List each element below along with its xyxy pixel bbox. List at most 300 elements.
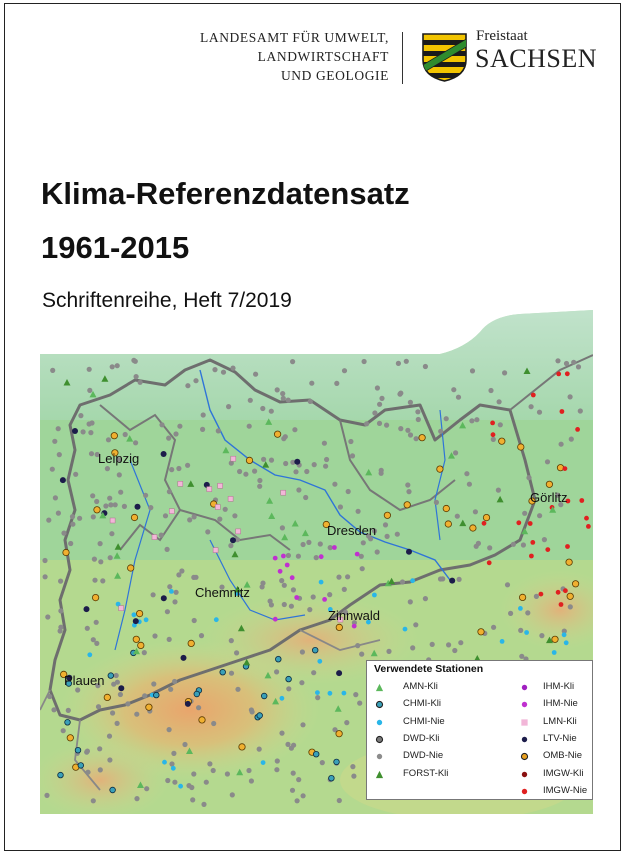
station-dot bbox=[106, 437, 111, 442]
station-dot bbox=[168, 687, 173, 692]
station-marker bbox=[58, 772, 64, 778]
station-marker bbox=[188, 640, 194, 646]
station-dot bbox=[212, 367, 217, 372]
station-dot bbox=[165, 778, 170, 783]
station-dot bbox=[87, 421, 92, 426]
station-dot bbox=[408, 599, 413, 604]
station-dot bbox=[98, 541, 103, 546]
station-marker bbox=[110, 787, 116, 793]
station-dot bbox=[151, 592, 156, 597]
station-dot bbox=[169, 467, 174, 472]
agency-line-3: UND GEOLOGIE bbox=[280, 68, 389, 83]
station-dot bbox=[134, 374, 139, 379]
station-dot bbox=[191, 575, 196, 580]
document-subtitle: Schriftenreihe, Heft 7/2019 bbox=[42, 289, 292, 312]
station-marker bbox=[443, 505, 449, 511]
station-dot bbox=[295, 798, 300, 803]
station-dot bbox=[115, 721, 120, 726]
station-dot bbox=[438, 429, 443, 434]
legend-label: AMN-Kli bbox=[403, 681, 438, 692]
station-marker bbox=[131, 514, 137, 520]
legend-label: IHM-Kli bbox=[543, 681, 575, 692]
legend-symbol-icon bbox=[520, 787, 529, 796]
station-dot bbox=[291, 771, 296, 776]
station-marker bbox=[579, 498, 584, 503]
station-marker bbox=[552, 636, 558, 642]
station-dot bbox=[257, 478, 262, 483]
station-dot bbox=[103, 503, 108, 508]
station-dot bbox=[296, 487, 301, 492]
station-dot bbox=[306, 540, 311, 545]
station-dot bbox=[171, 751, 176, 756]
station-dot bbox=[226, 404, 231, 409]
map-legend bbox=[366, 660, 593, 800]
station-dot bbox=[385, 534, 390, 539]
station-marker bbox=[239, 744, 245, 750]
station-dot bbox=[199, 633, 204, 638]
station-dot bbox=[444, 416, 449, 421]
station-dot bbox=[377, 421, 382, 426]
station-marker bbox=[154, 692, 160, 698]
station-dot bbox=[75, 687, 80, 692]
station-dot bbox=[453, 450, 458, 455]
legend-label: DWD-Nie bbox=[403, 750, 444, 762]
station-marker bbox=[482, 521, 487, 526]
station-dot bbox=[537, 513, 542, 518]
station-dot bbox=[50, 368, 55, 373]
station-marker bbox=[584, 516, 589, 521]
station-dot bbox=[192, 514, 197, 519]
station-marker bbox=[135, 504, 141, 510]
station-dot bbox=[235, 687, 240, 692]
station-dot bbox=[487, 545, 492, 550]
station-dot bbox=[282, 583, 287, 588]
station-dot bbox=[123, 432, 128, 437]
station-dot bbox=[309, 381, 314, 386]
station-marker bbox=[560, 409, 565, 414]
station-dot bbox=[66, 708, 71, 713]
station-marker bbox=[294, 459, 300, 465]
station-dot bbox=[56, 511, 61, 516]
station-dot bbox=[348, 439, 353, 444]
station-dot bbox=[253, 372, 258, 377]
station-marker bbox=[133, 636, 139, 642]
station-marker bbox=[487, 560, 492, 565]
station-dot bbox=[243, 472, 248, 477]
station-marker bbox=[355, 552, 360, 557]
station-marker bbox=[559, 602, 564, 607]
city-goerlitz: Görlitz bbox=[530, 490, 568, 505]
station-dot bbox=[260, 581, 265, 586]
station-dot bbox=[353, 692, 358, 697]
station-dot bbox=[115, 680, 120, 685]
station-dot bbox=[216, 428, 221, 433]
station-dot bbox=[125, 701, 130, 706]
station-marker bbox=[273, 617, 278, 622]
station-dot bbox=[77, 516, 82, 521]
station-dot bbox=[232, 513, 237, 518]
station-marker bbox=[161, 595, 167, 601]
station-dot bbox=[201, 802, 206, 807]
station-dot bbox=[56, 426, 61, 431]
station-square bbox=[231, 456, 236, 461]
station-dot bbox=[498, 422, 503, 427]
station-dot bbox=[144, 786, 149, 791]
station-dot bbox=[413, 622, 418, 627]
station-dot bbox=[383, 522, 388, 527]
station-dot bbox=[406, 489, 411, 494]
station-dot bbox=[336, 575, 341, 580]
station-dot bbox=[269, 409, 274, 414]
station-square bbox=[110, 518, 115, 523]
station-marker bbox=[118, 685, 124, 691]
legend-symbol-icon bbox=[375, 718, 384, 727]
city-zinnwald: Zinnwald bbox=[328, 608, 381, 623]
station-dot bbox=[301, 793, 306, 798]
station-dot bbox=[152, 633, 157, 638]
station-dot bbox=[571, 360, 576, 365]
station-dot bbox=[105, 466, 110, 471]
station-square bbox=[228, 496, 233, 501]
station-dot bbox=[252, 469, 257, 474]
station-marker bbox=[328, 691, 333, 696]
station-dot bbox=[327, 592, 332, 597]
station-dot bbox=[534, 594, 539, 599]
station-dot bbox=[257, 747, 262, 752]
station-dot bbox=[87, 367, 92, 372]
station-dot bbox=[542, 537, 547, 542]
station-marker bbox=[478, 629, 484, 635]
station-dot bbox=[342, 368, 347, 373]
station-dot bbox=[228, 543, 233, 548]
station-dot bbox=[311, 670, 316, 675]
station-dot bbox=[193, 378, 198, 383]
station-marker bbox=[552, 650, 557, 655]
station-dot bbox=[257, 484, 262, 489]
station-dot bbox=[414, 436, 419, 441]
station-dot bbox=[324, 457, 329, 462]
station-dot bbox=[182, 742, 187, 747]
station-dot bbox=[138, 380, 143, 385]
station-dot bbox=[90, 493, 95, 498]
station-dot bbox=[296, 554, 301, 559]
station-dot bbox=[304, 469, 309, 474]
station-dot bbox=[275, 387, 280, 392]
station-dot bbox=[410, 645, 415, 650]
station-dot bbox=[96, 704, 101, 709]
station-dot bbox=[400, 579, 405, 584]
station-dot bbox=[204, 780, 209, 785]
station-dot bbox=[569, 437, 574, 442]
station-dot bbox=[451, 387, 456, 392]
station-marker bbox=[278, 569, 283, 574]
station-marker bbox=[332, 545, 337, 550]
station-dot bbox=[525, 610, 530, 615]
station-dot bbox=[176, 466, 181, 471]
station-dot bbox=[464, 471, 469, 476]
station-marker bbox=[63, 549, 69, 555]
station-marker bbox=[336, 731, 342, 737]
station-dot bbox=[491, 625, 496, 630]
station-dot bbox=[474, 544, 479, 549]
station-marker bbox=[528, 521, 533, 526]
station-dot bbox=[58, 579, 63, 584]
station-marker bbox=[322, 597, 327, 602]
station-marker bbox=[419, 435, 425, 441]
station-dot bbox=[88, 430, 93, 435]
station-marker bbox=[562, 632, 567, 637]
station-dot bbox=[320, 760, 325, 765]
station-dot bbox=[346, 489, 351, 494]
legend-label: LMN-Kli bbox=[543, 715, 577, 727]
station-dot bbox=[323, 464, 328, 469]
station-dot bbox=[173, 431, 178, 436]
station-dot bbox=[207, 761, 212, 766]
station-dot bbox=[488, 388, 493, 393]
station-dot bbox=[337, 798, 342, 803]
station-dot bbox=[53, 495, 58, 500]
station-marker bbox=[410, 578, 415, 583]
station-marker bbox=[60, 477, 66, 483]
station-dot bbox=[456, 395, 461, 400]
document-years: 1961-2015 bbox=[41, 230, 190, 265]
legend-symbol-icon bbox=[375, 735, 384, 744]
station-marker bbox=[500, 639, 505, 644]
station-dot bbox=[345, 574, 350, 579]
station-dot bbox=[430, 642, 435, 647]
station-dot bbox=[497, 399, 502, 404]
station-dot bbox=[191, 771, 196, 776]
station-dot bbox=[292, 427, 297, 432]
station-dot bbox=[508, 611, 513, 616]
station-dot bbox=[122, 504, 127, 509]
station-marker bbox=[490, 421, 495, 426]
station-marker bbox=[530, 540, 535, 545]
station-dot bbox=[555, 358, 560, 363]
station-dot bbox=[505, 582, 510, 587]
station-dot bbox=[293, 469, 298, 474]
station-dot bbox=[143, 493, 148, 498]
station-dot bbox=[190, 797, 195, 802]
station-marker bbox=[499, 438, 505, 444]
station-dot bbox=[185, 463, 190, 468]
station-dot bbox=[518, 628, 523, 633]
station-dot bbox=[118, 692, 123, 697]
legend-symbol-icon bbox=[520, 752, 529, 761]
station-dot bbox=[211, 721, 216, 726]
station-dot bbox=[315, 695, 320, 700]
station-dot bbox=[159, 422, 164, 427]
station-dot bbox=[545, 459, 550, 464]
station-marker bbox=[519, 594, 525, 600]
station-dot bbox=[351, 774, 356, 779]
station-dot bbox=[61, 531, 66, 536]
station-dot bbox=[473, 509, 478, 514]
station-dot bbox=[167, 584, 172, 589]
station-marker bbox=[146, 704, 152, 710]
station-marker bbox=[566, 559, 572, 565]
station-dot bbox=[246, 768, 251, 773]
station-marker bbox=[384, 512, 390, 518]
station-dot bbox=[172, 780, 177, 785]
station-dot bbox=[201, 412, 206, 417]
station-dot bbox=[375, 385, 380, 390]
station-dot bbox=[281, 396, 286, 401]
station-marker bbox=[556, 590, 561, 595]
station-dot bbox=[221, 370, 226, 375]
station-dot bbox=[360, 566, 365, 571]
station-dot bbox=[92, 557, 97, 562]
station-dot bbox=[434, 500, 439, 505]
station-dot bbox=[192, 618, 197, 623]
legend-symbol-icon bbox=[375, 770, 384, 779]
legend-symbol-icon bbox=[375, 700, 384, 709]
station-marker bbox=[230, 537, 236, 543]
station-dot bbox=[452, 648, 457, 653]
station-dot bbox=[89, 451, 94, 456]
station-dot bbox=[211, 768, 216, 773]
legend-symbol-icon bbox=[520, 683, 529, 692]
station-marker bbox=[319, 554, 324, 559]
station-dot bbox=[234, 650, 239, 655]
station-dot bbox=[115, 363, 120, 368]
station-dot bbox=[308, 399, 313, 404]
station-marker bbox=[565, 371, 570, 376]
legend-label: DWD-Kli bbox=[403, 732, 440, 744]
station-dot bbox=[275, 758, 280, 763]
station-marker bbox=[65, 720, 71, 726]
station-dot bbox=[51, 707, 56, 712]
station-dot bbox=[334, 381, 339, 386]
station-dot bbox=[568, 604, 573, 609]
station-dot bbox=[261, 457, 266, 462]
station-dot bbox=[578, 408, 583, 413]
station-dot bbox=[165, 609, 170, 614]
station-dot bbox=[398, 426, 403, 431]
station-marker bbox=[261, 760, 266, 765]
station-dot bbox=[133, 359, 138, 364]
station-marker bbox=[313, 751, 319, 757]
station-dot bbox=[537, 410, 542, 415]
station-dot bbox=[91, 637, 96, 642]
station-dot bbox=[470, 368, 475, 373]
station-dot bbox=[384, 423, 389, 428]
document-title: Klima-Referenzdatensatz bbox=[41, 176, 410, 211]
station-marker bbox=[531, 393, 536, 398]
station-dot bbox=[172, 679, 177, 684]
station-dot bbox=[300, 722, 305, 727]
station-dot bbox=[73, 472, 78, 477]
station-dot bbox=[196, 705, 201, 710]
legend-label: CHMI-Nie bbox=[403, 715, 445, 727]
station-dot bbox=[43, 574, 48, 579]
station-dot bbox=[268, 599, 273, 604]
station-marker bbox=[136, 610, 142, 616]
legend-symbol-icon bbox=[520, 735, 529, 744]
station-dot bbox=[314, 555, 319, 560]
station-dot bbox=[416, 417, 421, 422]
station-marker bbox=[220, 669, 226, 675]
station-dot bbox=[225, 771, 230, 776]
station-dot bbox=[408, 432, 413, 437]
station-dot bbox=[511, 542, 516, 547]
station-dot bbox=[285, 742, 290, 747]
station-dot bbox=[172, 599, 177, 604]
station-marker bbox=[491, 432, 496, 437]
station-dot bbox=[107, 734, 112, 739]
legend-label: FORST-Kli bbox=[403, 767, 449, 779]
legend-symbol-icon bbox=[375, 683, 384, 692]
station-marker bbox=[128, 565, 134, 571]
station-marker bbox=[281, 554, 286, 559]
station-marker bbox=[169, 589, 174, 594]
station-dot bbox=[269, 458, 274, 463]
station-dot bbox=[46, 518, 51, 523]
station-marker bbox=[319, 580, 324, 585]
station-marker bbox=[342, 691, 347, 696]
station-dot bbox=[502, 370, 507, 375]
station-dot bbox=[45, 614, 50, 619]
station-dot bbox=[342, 587, 347, 592]
station-dot bbox=[274, 669, 279, 674]
station-dot bbox=[70, 522, 75, 527]
station-marker bbox=[556, 372, 561, 377]
station-dot bbox=[312, 462, 317, 467]
station-dot bbox=[350, 453, 355, 458]
station-dot bbox=[177, 424, 182, 429]
station-dot bbox=[78, 413, 83, 418]
station-marker bbox=[72, 428, 78, 434]
station-dot bbox=[185, 383, 190, 388]
station-marker bbox=[518, 606, 523, 611]
station-dot bbox=[249, 778, 254, 783]
station-dot bbox=[286, 553, 291, 558]
station-dot bbox=[151, 681, 156, 686]
station-dot bbox=[372, 410, 377, 415]
station-marker bbox=[92, 594, 98, 600]
station-dot bbox=[229, 671, 234, 676]
station-dot bbox=[303, 495, 308, 500]
station-dot bbox=[350, 764, 355, 769]
station-dot bbox=[108, 555, 113, 560]
station-dot bbox=[404, 359, 409, 364]
station-dot bbox=[386, 649, 391, 654]
station-marker bbox=[317, 659, 322, 664]
station-marker bbox=[406, 549, 412, 555]
station-marker bbox=[181, 655, 187, 661]
station-dot bbox=[289, 604, 294, 609]
station-marker bbox=[567, 593, 573, 599]
station-dot bbox=[167, 637, 172, 642]
station-dot bbox=[364, 421, 369, 426]
station-dot bbox=[559, 442, 564, 447]
station-dot bbox=[133, 440, 138, 445]
station-dot bbox=[61, 728, 66, 733]
station-dot bbox=[237, 469, 242, 474]
station-marker bbox=[518, 444, 524, 450]
station-dot bbox=[94, 620, 99, 625]
station-dot bbox=[189, 785, 194, 790]
station-marker bbox=[290, 575, 295, 580]
station-marker bbox=[372, 593, 377, 598]
station-dot bbox=[50, 467, 55, 472]
station-dot bbox=[205, 529, 210, 534]
legend-symbol-icon bbox=[520, 718, 529, 727]
station-marker bbox=[437, 466, 443, 472]
station-dot bbox=[187, 517, 192, 522]
station-dot bbox=[301, 542, 306, 547]
station-dot bbox=[286, 686, 291, 691]
